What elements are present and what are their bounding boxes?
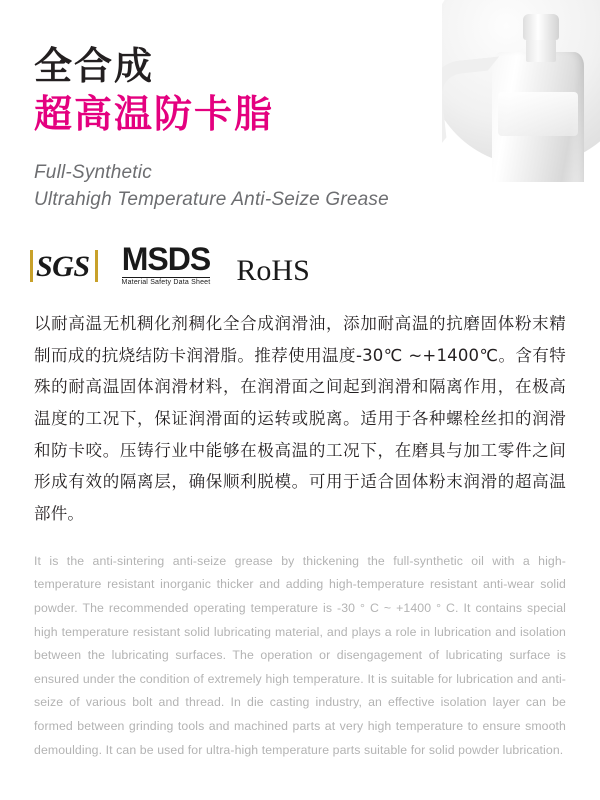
msds-logo-subtitle: Material Safety Data Sheet	[121, 279, 211, 287]
sgs-logo-icon: SGS	[34, 248, 96, 286]
page-title-cn-secondary: 超高温防卡脂	[34, 92, 275, 137]
page-subtitle-en-line1: Full-Synthetic	[34, 162, 152, 184]
msds-logo-title: MSDS	[121, 241, 211, 278]
description-chinese: 以耐高温无机稠化剂稠化全合成润滑油，添加耐高温的抗磨固体粉末精制而成的抗烧结防卡润滑脂。推荐使用温度-30℃ ~+1400℃。含有特殊的耐高温固体润滑材料，在润滑面之间起到润滑和隔离作用，在极高温度的工况下，保证润滑面的运转或脱离。适用于各种螺栓丝扣的润滑和防卡咬。压铸行业中能够在极高温的工况下，在磨具与加工零件之间形成有效的隔离层，确保顺利脱模。可用于适合固体粉末润滑的超高温部件。	[34, 314, 566, 524]
page-subtitle-en	[34, 160, 566, 214]
page-subtitle-en-line2: Ultrahigh Temperature Anti-Seize Grease	[34, 189, 389, 211]
certification-logos	[34, 240, 566, 286]
msds-logo-icon	[122, 243, 211, 286]
rohs-logo-icon: RoHS	[236, 254, 310, 288]
description-english: It is the anti-sintering anti-seize grease by thickening the full-synthetic oil with a high-temperature resistant inorganic thicker and adding high-temperature resistant anti-wear solid powder. The recommended operating temperature is -30 ° C ~ +1400 ° C. It contains special high temperature resistant solid lubricating material, and plays a role in lubrication and isolation between the lubricating surfaces. The operation or disengagement of lubricating surface is ensured under the condition of extremely high temperature. It is suitable for lubrication and anti-seize of various bolt and thread. In die casting industry, an effective isolation layer can be formed between grinding tools and machined parts at very high temperature to ensure smooth demoulding. It can be used for ultra-high temperature parts suitable for solid powder lubrication.	[34, 553, 566, 757]
heading-block	[34, 0, 566, 214]
page-title-cn-primary: 全合成	[34, 44, 155, 88]
